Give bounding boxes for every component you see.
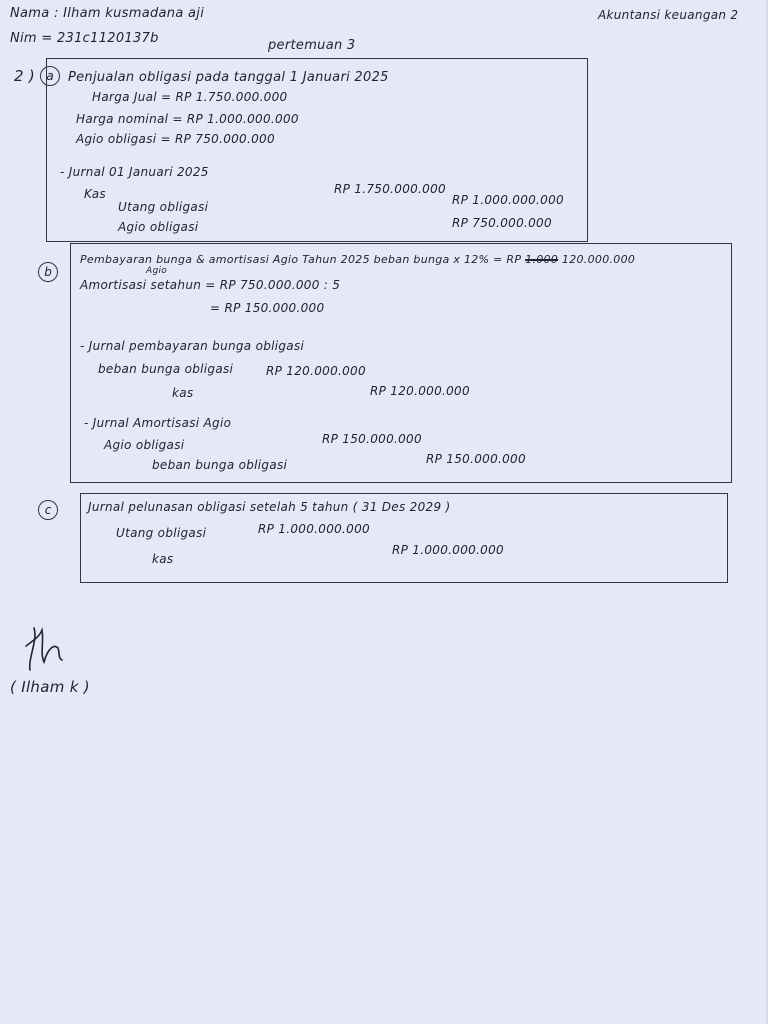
journal-b1-debit-account: beban bunga obligasi bbox=[98, 362, 234, 376]
journal-b1-credit-account: kas bbox=[172, 386, 194, 400]
journal-a-credit-amount-2: RP 750.000.000 bbox=[452, 216, 552, 230]
journal-c-credit-account: kas bbox=[152, 552, 174, 566]
section-b-title bbox=[80, 253, 635, 266]
journal-c-debit-account: Utang obligasi bbox=[116, 526, 207, 540]
section-c-title: Jurnal pelunasan obligasi setelah 5 tahun ( 31 Des 2029 ) bbox=[88, 500, 451, 514]
signature-name: ( Ilham k ) bbox=[10, 678, 90, 696]
amortisasi-setahun: Amortisasi setahun = RP 750.000.000 : 5 bbox=[80, 278, 341, 292]
journal-b2-credit-amount: RP 150.000.000 bbox=[426, 452, 526, 466]
meeting-title: pertemuan 3 bbox=[268, 38, 356, 53]
course-title: Akuntansi keuangan 2 bbox=[598, 8, 739, 22]
journal-a-credit-account-2: Agio obligasi bbox=[118, 220, 199, 234]
journal-b2-debit-account: Agio obligasi bbox=[104, 438, 185, 452]
student-name: Nama : Ilham kusmadana aji bbox=[10, 6, 205, 21]
section-b-struck: 1.000 bbox=[525, 253, 559, 266]
section-a-box bbox=[46, 58, 588, 242]
section-b-title-prefix: Pembayaran bunga & amortisasi Agio Tahun 2025 beban bunga x 12% = RP bbox=[80, 253, 522, 266]
agio-note: Agio bbox=[146, 266, 168, 276]
section-a-marker: a bbox=[40, 66, 60, 86]
journal-a-debit-amount: RP 1.750.000.000 bbox=[334, 182, 446, 196]
section-c-marker: c bbox=[38, 500, 58, 520]
amortisasi-result: = RP 150.000.000 bbox=[210, 301, 325, 315]
journal-a-credit-amount-1: RP 1.000.000.000 bbox=[452, 193, 564, 207]
journal-a-debit-account: Kas bbox=[84, 187, 106, 201]
question-number: 2 ) bbox=[14, 67, 36, 85]
section-b-title-suffix: 120.000.000 bbox=[561, 253, 636, 266]
journal-a-credit-account-1: Utang obligasi bbox=[118, 200, 209, 214]
agio-obligasi: Agio obligasi = RP 750.000.000 bbox=[76, 132, 275, 146]
journal-a-title: - Jurnal 01 Januari 2025 bbox=[60, 165, 209, 179]
harga-jual: Harga Jual = RP 1.750.000.000 bbox=[92, 90, 288, 104]
section-a-title: Penjualan obligasi pada tanggal 1 Januari 2025 bbox=[68, 70, 389, 85]
signature-mark bbox=[20, 618, 80, 674]
student-nim: Nim = 231c1120137b bbox=[10, 31, 159, 46]
journal-c-credit-amount: RP 1.000.000.000 bbox=[392, 543, 504, 557]
journal-b1-title: - Jurnal pembayaran bunga obligasi bbox=[80, 339, 305, 353]
journal-b2-title: - Jurnal Amortisasi Agio bbox=[84, 416, 232, 430]
section-b-marker: b bbox=[38, 262, 58, 282]
journal-c-debit-amount: RP 1.000.000.000 bbox=[258, 522, 370, 536]
journal-b2-debit-amount: RP 150.000.000 bbox=[322, 432, 422, 446]
journal-b1-credit-amount: RP 120.000.000 bbox=[370, 384, 470, 398]
journal-b1-debit-amount: RP 120.000.000 bbox=[266, 364, 366, 378]
journal-b2-credit-account: beban bunga obligasi bbox=[152, 458, 288, 472]
harga-nominal: Harga nominal = RP 1.000.000.000 bbox=[76, 112, 299, 126]
